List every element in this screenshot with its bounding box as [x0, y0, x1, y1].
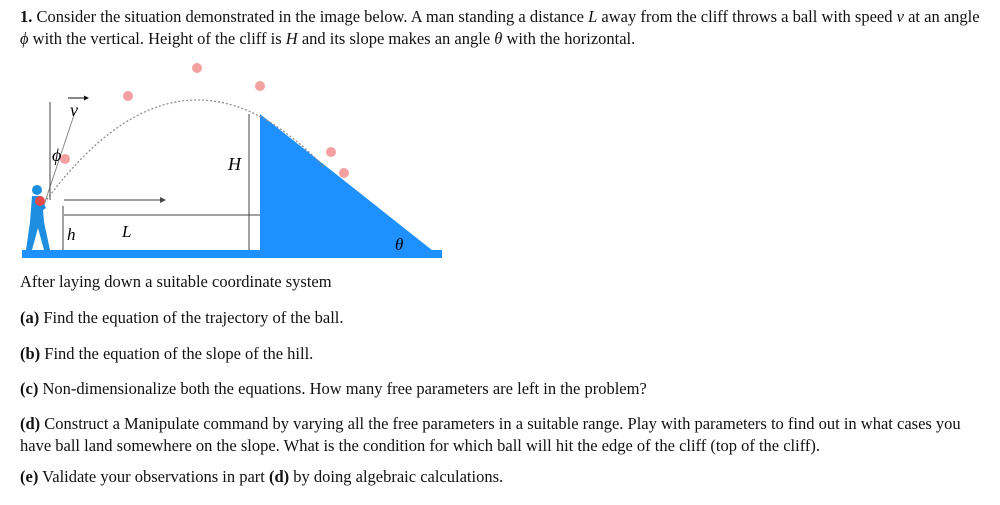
ball	[326, 147, 336, 157]
part-e	[20, 466, 985, 488]
intro-text: with the horizontal.	[502, 29, 636, 48]
part-text: Construct a Manipulate command by varying all the free parameters in a suitable range. Play with parameters to find out in what cases you have ball land somewhere on the slope. What is the condition for which ball will hit the edge of the cliff (top of the cliff).	[20, 414, 961, 455]
v-arrowhead	[84, 96, 89, 101]
part-label: (c)	[20, 379, 39, 398]
L-arrowhead	[160, 197, 166, 203]
ball	[339, 168, 349, 178]
ball	[255, 81, 265, 91]
part-label: (d)	[20, 414, 41, 433]
part-text: Validate your observations in part	[38, 467, 269, 486]
part-label: (b)	[20, 344, 41, 363]
var-H: H	[285, 29, 298, 48]
var-phi: ϕ	[20, 29, 29, 48]
part-text: Non-dimensionalize both the equations. How many free parameters are left in the problem?	[38, 379, 647, 398]
ball	[60, 154, 70, 164]
var-v: v	[896, 7, 904, 26]
intro-text: away from the cliff throws a ball with speed	[597, 7, 897, 26]
person-figure	[26, 185, 50, 250]
part-label: (a)	[20, 308, 40, 327]
part-a	[20, 307, 985, 329]
intro-text: and its slope makes an angle	[297, 29, 495, 48]
after-text: After laying down a suitable coordinate system	[20, 272, 332, 291]
question-intro	[20, 6, 990, 50]
part-ref-label: (d)	[268, 467, 290, 486]
var-theta: θ	[494, 29, 503, 48]
intro-text: Consider the situation demonstrated in the image below. A man standing a distance	[32, 7, 589, 26]
label-H: H	[228, 154, 241, 174]
cliff	[260, 114, 442, 258]
part-c	[20, 378, 985, 400]
part-d	[20, 413, 985, 457]
label-h: h	[67, 225, 76, 244]
ball	[123, 91, 133, 101]
part-text: by doing algebraic calculations.	[289, 467, 504, 486]
question-number: 1.	[20, 7, 33, 26]
part-text: Find the equation of the slope of the hill.	[40, 344, 314, 363]
part-text: Find the equation of the trajectory of the ball.	[39, 308, 344, 327]
ball	[192, 63, 202, 73]
part-b	[20, 343, 985, 365]
ball	[35, 196, 45, 206]
label-phi: ϕ	[52, 145, 62, 165]
intro-text: with the vertical. Height of the cliff is	[28, 29, 286, 48]
label-theta: θ	[395, 235, 404, 254]
label-L: L	[122, 222, 132, 241]
label-v: v	[70, 100, 78, 120]
part-label: (e)	[20, 467, 39, 486]
diagram-svg	[20, 60, 445, 265]
cliff-diagram	[20, 60, 445, 265]
intro-text: at an angle	[903, 7, 980, 26]
var-L: L	[588, 7, 598, 26]
